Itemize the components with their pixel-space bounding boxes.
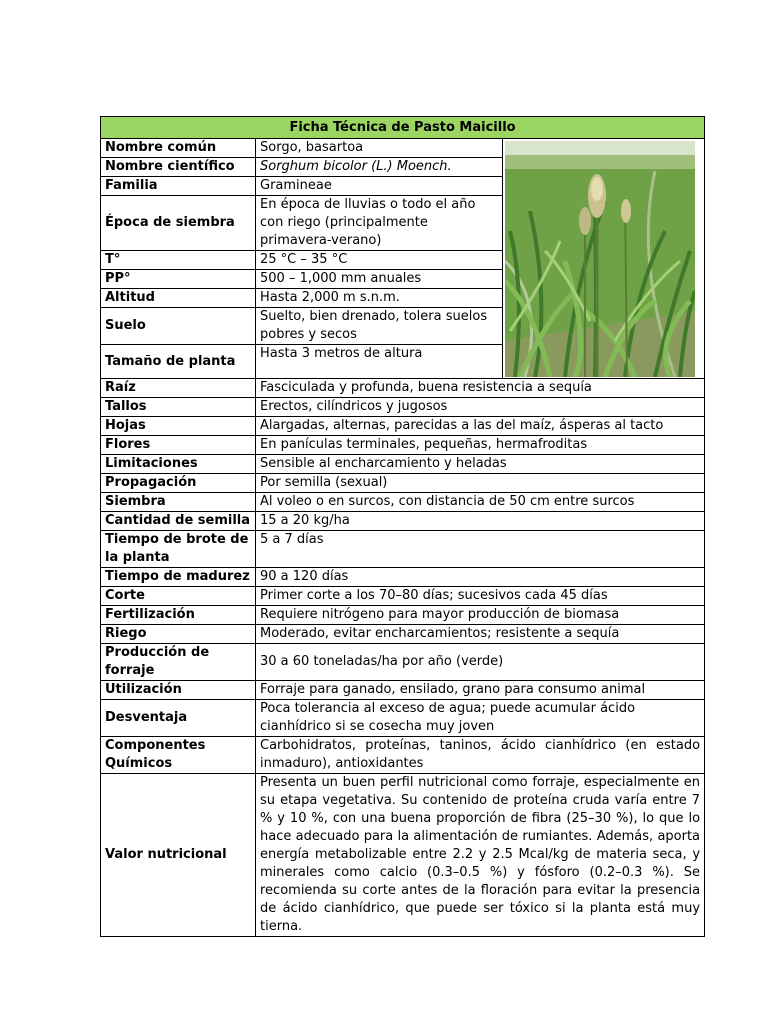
row-label: Hojas <box>101 417 256 436</box>
row-value: 15 a 20 kg/ha <box>256 512 705 531</box>
row-label: PP° <box>101 270 256 289</box>
table-row <box>101 512 705 531</box>
table-row <box>101 139 705 158</box>
table-row <box>101 474 705 493</box>
row-value: En panículas terminales, pequeñas, hermafroditas <box>256 436 705 455</box>
table-row <box>101 455 705 474</box>
row-value: Hasta 2,000 m s.n.m. <box>256 289 503 308</box>
row-value: Alargadas, alternas, parecidas a las del maíz, ásperas al tacto <box>256 417 705 436</box>
datasheet-title: Ficha Técnica de Pasto Maicillo <box>101 117 705 139</box>
row-value: 5 a 7 días <box>256 531 705 568</box>
row-label: T° <box>101 251 256 270</box>
row-value: Sensible al encharcamiento y heladas <box>256 455 705 474</box>
row-label: Limitaciones <box>101 455 256 474</box>
row-label: Altitud <box>101 289 256 308</box>
table-row <box>101 587 705 606</box>
table-row <box>101 417 705 436</box>
row-value: En época de lluvias o todo el año con riego (principalmente primavera-verano) <box>256 196 503 251</box>
row-label: Flores <box>101 436 256 455</box>
row-value: Sorgo, basartoa <box>256 139 503 158</box>
row-label: Desventaja <box>101 700 256 737</box>
row-value: Forraje para ganado, ensilado, grano para consumo animal <box>256 681 705 700</box>
row-label: Nombre común <box>101 139 256 158</box>
row-label: Utilización <box>101 681 256 700</box>
row-label: Fertilización <box>101 606 256 625</box>
row-value: Erectos, cilíndricos y jugosos <box>256 398 705 417</box>
row-value: Primer corte a los 70–80 días; sucesivos cada 45 días <box>256 587 705 606</box>
row-value: 500 – 1,000 mm anuales <box>256 270 503 289</box>
row-label: Corte <box>101 587 256 606</box>
row-value: Suelto, bien drenado, tolera suelos pobres y secos <box>256 308 503 345</box>
row-label: Tamaño de planta <box>101 345 256 379</box>
sorghum-field-image <box>505 141 695 377</box>
table-row <box>101 625 705 644</box>
row-value: 90 a 120 días <box>256 568 705 587</box>
row-label: Tallos <box>101 398 256 417</box>
row-value: Al voleo o en surcos, con distancia de 50 cm entre surcos <box>256 493 705 512</box>
row-value: Por semilla (sexual) <box>256 474 705 493</box>
row-value: 25 °C – 35 °C <box>256 251 503 270</box>
row-label: Valor nutricional <box>101 774 256 937</box>
table-row <box>101 700 705 737</box>
table-row <box>101 681 705 700</box>
table-row <box>101 606 705 625</box>
scientific-name: Sorghum bicolor (L.) Moench. <box>260 159 452 174</box>
row-value: Requiere nitrógeno para mayor producción de biomasa <box>256 606 705 625</box>
row-label: Nombre científico <box>101 158 256 177</box>
sorghum-photo <box>503 139 705 379</box>
table-row <box>101 436 705 455</box>
datasheet <box>100 116 704 937</box>
datasheet-table <box>100 116 705 937</box>
row-value: Moderado, evitar encharcamientos; resistente a sequía <box>256 625 705 644</box>
table-row <box>101 774 705 937</box>
row-label: Familia <box>101 177 256 196</box>
row-label: Siembra <box>101 493 256 512</box>
row-label: Componentes Químicos <box>101 737 256 774</box>
row-value: Gramineae <box>256 177 503 196</box>
row-label: Tiempo de brote de la planta <box>101 531 256 568</box>
table-row <box>101 493 705 512</box>
table-row <box>101 644 705 681</box>
table-row <box>101 737 705 774</box>
title-row <box>101 117 705 139</box>
row-label: Suelo <box>101 308 256 345</box>
table-row <box>101 568 705 587</box>
row-value: Presenta un buen perfil nutricional como forraje, especialmente en su etapa vegetativa. Su contenido de proteína cruda varía entre 7 % y 10 %, con una buena proporción de fibra (25–30 %), lo que lo hace adecuado para la alimentación de rumiantes. Además, aporta energía metabolizable entre 2.2 y 2.5 Mcal/kg de materia seca, y minerales como calcio (0.3–0.5 %) y fósforo (0.2–0.3 %). Se recomienda su corte antes de la floración para evitar la presencia de ácido cianhídrico, que puede ser tóxico si la planta está muy tierna. <box>256 774 705 937</box>
table-row <box>101 379 705 398</box>
row-value: Hasta 3 metros de altura <box>256 345 503 379</box>
row-value <box>256 158 503 177</box>
row-label: Propagación <box>101 474 256 493</box>
table-row <box>101 531 705 568</box>
row-label: Época de siembra <box>101 196 256 251</box>
row-value: Poca tolerancia al exceso de agua; puede acumular ácido cianhídrico si se cosecha muy joven <box>256 700 705 737</box>
row-label: Riego <box>101 625 256 644</box>
row-label: Tiempo de madurez <box>101 568 256 587</box>
row-value: Fasciculada y profunda, buena resistencia a sequía <box>256 379 705 398</box>
row-label: Raíz <box>101 379 256 398</box>
row-label: Cantidad de semilla <box>101 512 256 531</box>
row-label: Producción de forraje <box>101 644 256 681</box>
row-value: 30 a 60 toneladas/ha por año (verde) <box>256 644 705 681</box>
table-row <box>101 398 705 417</box>
row-value: Carbohidratos, proteínas, taninos, ácido cianhídrico (en estado inmaduro), antioxidantes <box>256 737 705 774</box>
